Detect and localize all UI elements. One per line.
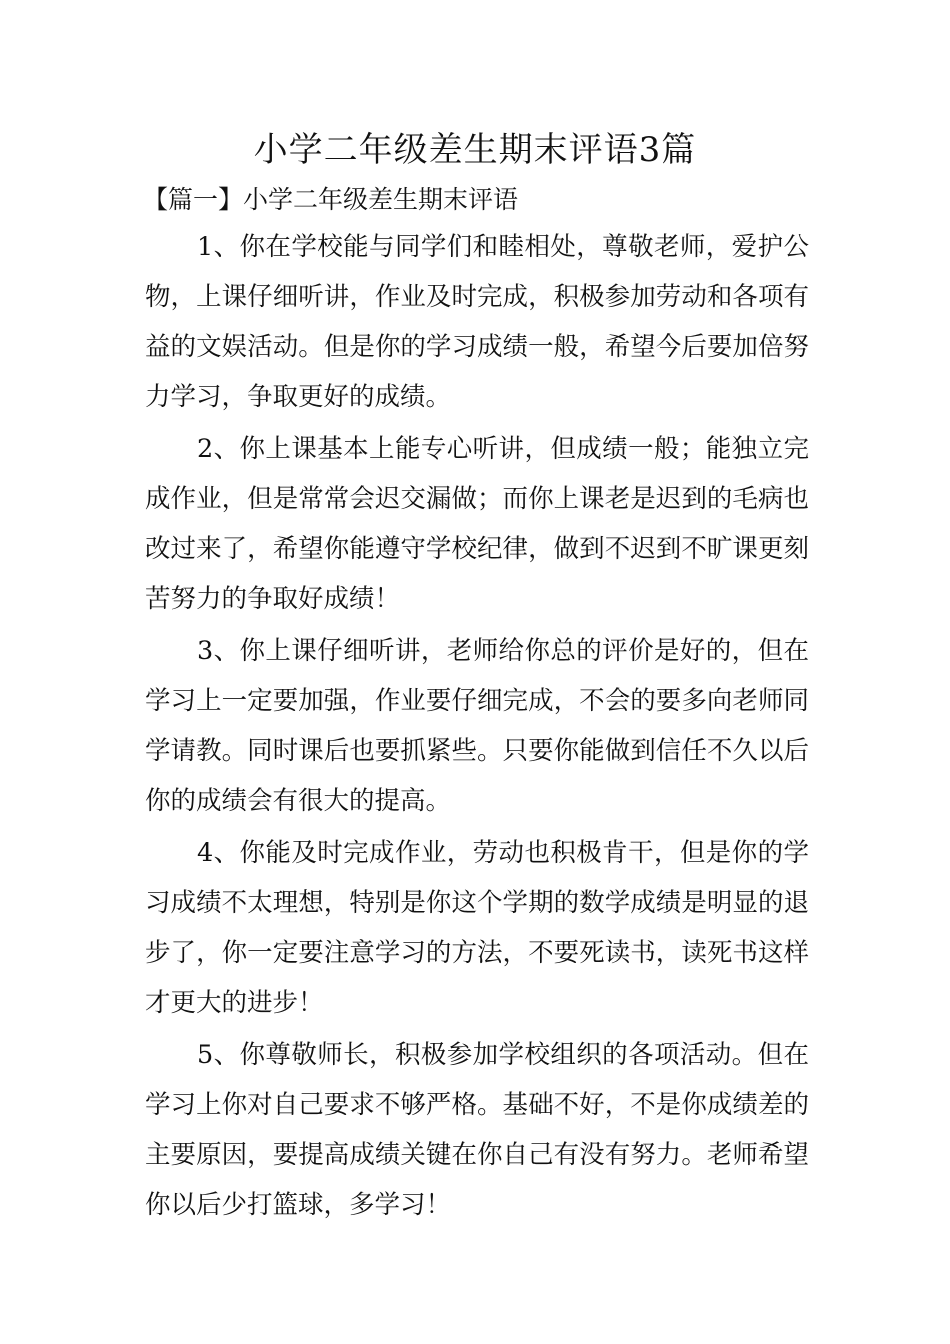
- paragraph-2: 2、你上课基本上能专心听讲，但成绩一般；能独立完成作业，但是常常会迟交漏做；而你上课老是迟到的毛病也改过来了，希望你能遵守学校纪律，做到不迟到不旷课更刻苦努力的争取好成绩！: [145, 434, 809, 614]
- document-title: 小学二年级差生期末评语3篇: [253, 130, 697, 170]
- section-heading: 【篇一】小学二年级差生期末评语: [143, 185, 519, 214]
- paragraph-3: 3、你上课仔细听讲，老师给你总的评价是好的，但在学习上一定要加强，作业要仔细完成，不会的要多向老师同学请教。同时课后也要抓紧些。只要你能做到信任不久以后你的成绩会有很大的提高。: [145, 636, 809, 816]
- paragraph-5: 5、你尊敬师长，积极参加学校组织的各项活动。但在学习上你对自己要求不够严格。基础不好，不是你成绩差的主要原因，要提高成绩关键在你自己有没有努力。老师希望你以后少打篮球，多学习！: [145, 1040, 809, 1220]
- document-body: [145, 222, 809, 1232]
- paragraph-1: 1、你在学校能与同学们和睦相处，尊敬老师，爱护公物，上课仔细听讲，作业及时完成，积极参加劳动和各项有益的文娱活动。但是你的学习成绩一般，希望今后要加倍努力学习，争取更好的成绩。: [145, 232, 809, 412]
- paragraph-4: 4、你能及时完成作业，劳动也积极肯干，但是你的学习成绩不太理想，特别是你这个学期的数学成绩是明显的退步了，你一定要注意学习的方法，不要死读书，读死书这样才更大的进步！: [145, 838, 809, 1018]
